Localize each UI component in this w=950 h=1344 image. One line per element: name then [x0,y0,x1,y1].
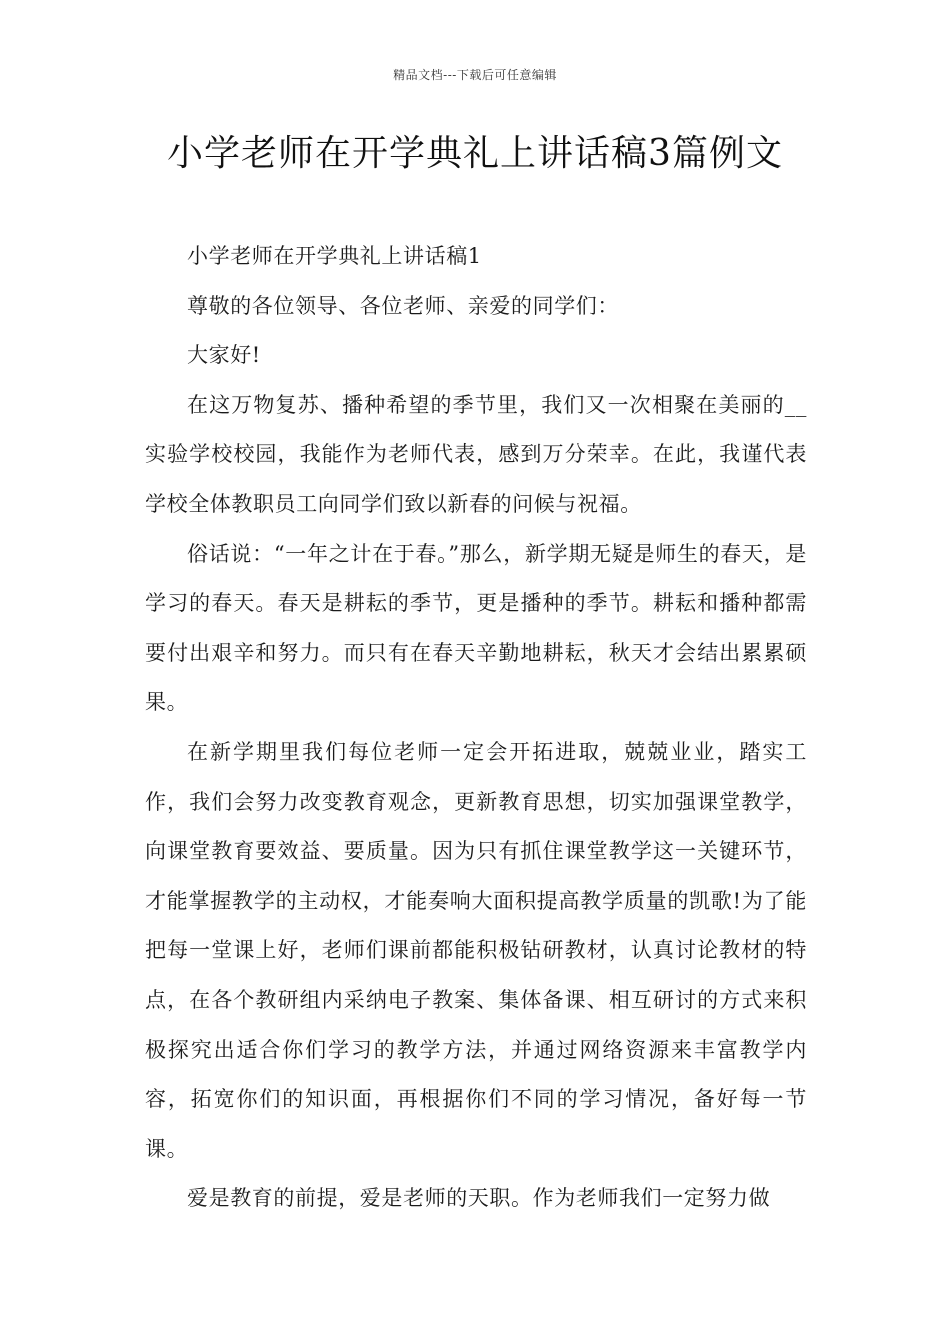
paragraph: 俗话说：“一年之计在于春。”那么，新学期无疑是师生的春天，是学习的春天。春天是耕耘的季节，更是播种的季节。耕耘和播种都需要付出艰辛和努力。而只有在春天辛勤地耕耘，秋天才会结出累累硕果。 [145,541,807,715]
header-note: 精品文档---下载后可任意编辑 [393,68,557,82]
paragraph: 在新学期里我们每位老师一定会开拓进取，兢兢业业，踏实工作，我们会努力改变教育观念，更新教育思想，切实加强课堂教学，向课堂教育要效益、要质量。因为只有抓住课堂教学这一关键环节，才能掌握教学的主动权，才能奏响大面积提高教学质量的凯歌!为了能把每一堂课上好，老师们课前都能积极钻研教材，认真讨论教材的特点，在各个教研组内采纳电子教案、集体备课、相互研讨的方式来积极探究出适合你们学习的教学方法，并通过网络资源来丰富教学内容，拓宽你们的知识面，再根据你们不同的学习情况，备好每一节课。 [145,739,807,1161]
paragraph: 爱是教育的前提，爱是老师的天职。作为老师我们一定努力做 [187,1186,771,1211]
greeting: 大家好! [187,343,261,368]
section-heading: 小学老师在开学典礼上讲话稿1 [187,244,482,268]
paragraph: 在这万物复苏、播种希望的季节里，我们又一次相聚在美丽的__实验学校校园，我能作为老师代表，感到万分荣幸。在此，我谨代表学校全体教职员工向同学们致以新春的问候与祝福。 [145,392,807,516]
salutation: 尊敬的各位领导、各位老师、亲爱的同学们： [187,293,619,318]
document-title: 小学老师在开学典礼上讲话稿3篇例文 [167,133,783,174]
document-body [145,232,807,1224]
